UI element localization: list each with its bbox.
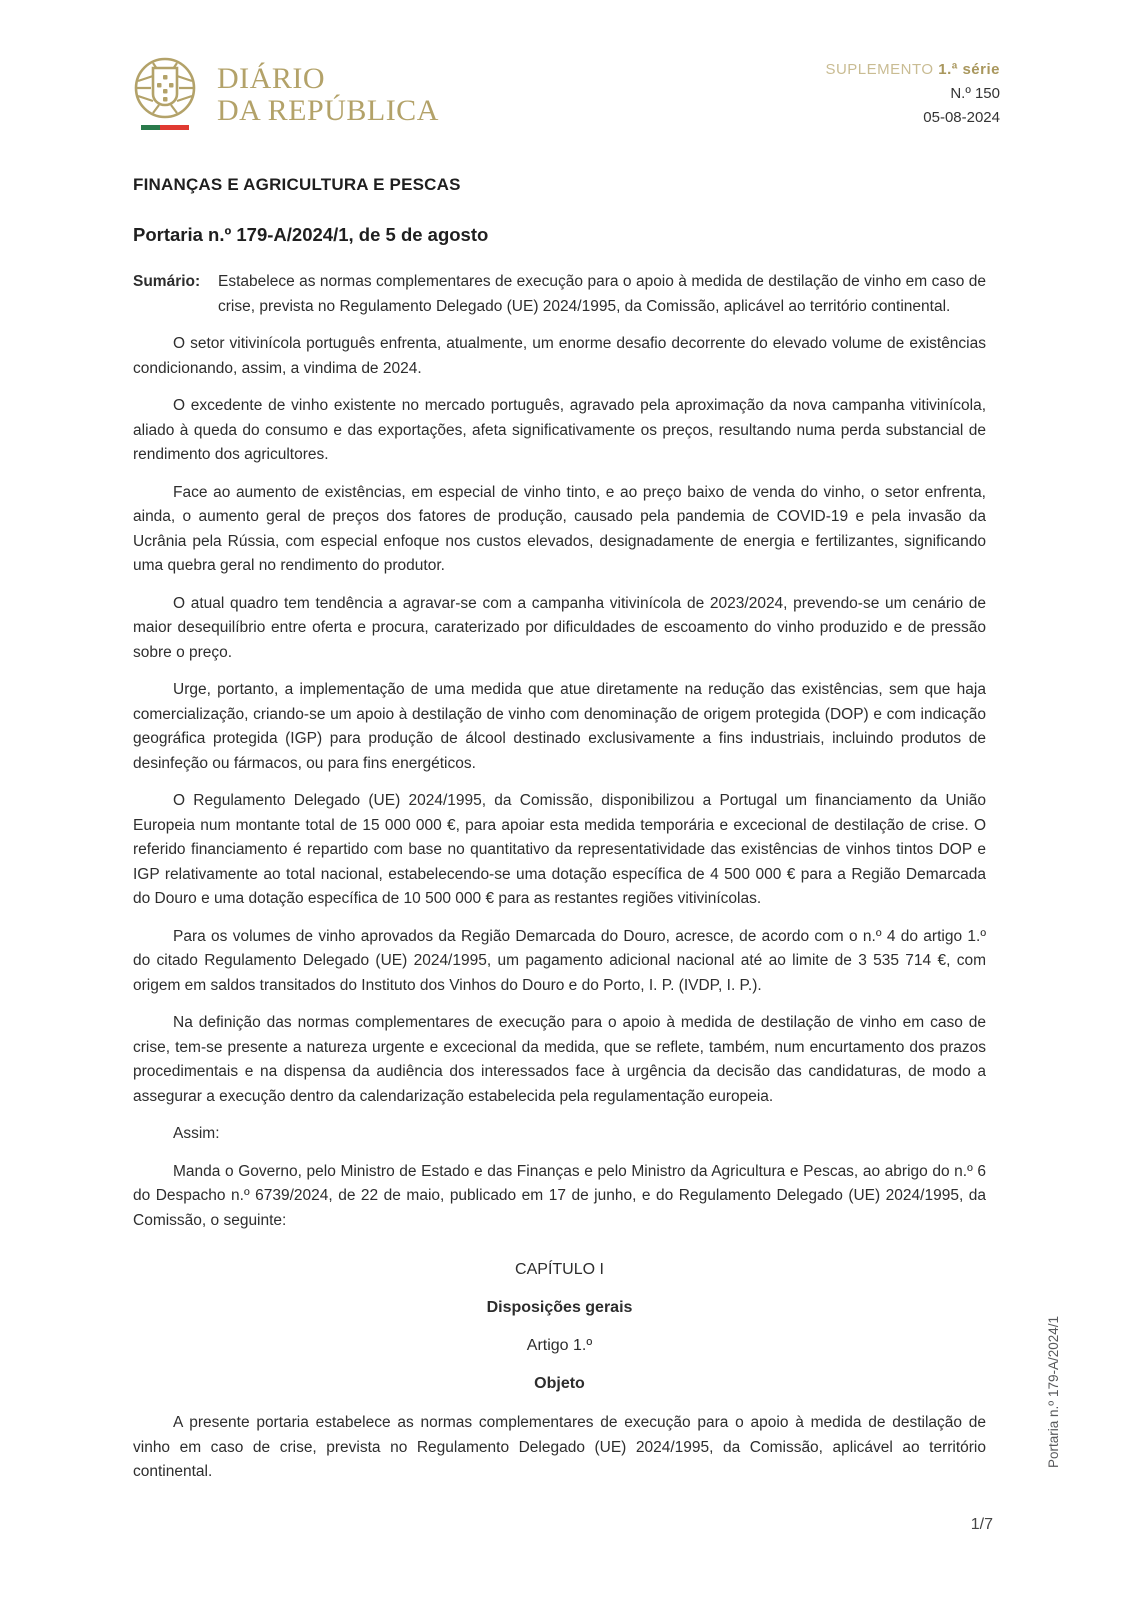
paragraph: O atual quadro tem tendência a agravar-se com a campanha vitivinícola de 2023/2024, prevendo-se um cenário de maior desequilíbrio entre oferta e procura, caraterizado por dificuldades de escoamento do vinho produzido e de pressão sobre o preço. xyxy=(133,594,986,661)
republic-emblem xyxy=(133,56,197,130)
issue-date: 05-08-2024 xyxy=(923,109,1000,126)
summary-block xyxy=(133,270,986,319)
flag-red-segment xyxy=(160,125,189,130)
act-title: Portaria n.º 179-A/2024/1, de 5 de agosto xyxy=(133,224,489,245)
paragraph: Assim: xyxy=(173,1125,220,1142)
summary-text: Estabelece as normas complementares de execução para o apoio à medida de destilação de vinho em caso de crise, prevista no Regulamento Delegado (UE) 2024/1995, da Comissão, aplicável ao território continental. xyxy=(218,273,986,315)
armillary-sphere-icon xyxy=(133,56,197,120)
chapter-heading: CAPÍTULO I xyxy=(515,1261,604,1278)
logo-line-2: DA REPÚBLICA xyxy=(217,94,439,127)
chapter-article-headings xyxy=(133,1258,986,1396)
vertical-act-reference: Portaria n.º 179-A/2024/1 xyxy=(1046,1315,1061,1468)
supplement-label: SUPLEMENTO xyxy=(825,61,934,78)
issue-number: N.º 150 xyxy=(950,85,1000,102)
paragraph: O setor vitivinícola português enfrenta, atualmente, um enorme desafio decorrente do elevado volume de existências condicionando, assim, a vindima de 2024. xyxy=(133,335,986,377)
page-number: 1/7 xyxy=(970,1516,993,1533)
paragraph: O Regulamento Delegado (UE) 2024/1995, da Comissão, disponibilizou a Portugal um financiamento da União Europeia num montante total de 15 000 000 €, para apoiar esta medida temporária e excecional de destilação de crise. O referido financiamento é repartido com base no quantitativo da representatividade das existências de vinhos tintos DOP e IGP relativamente ao total nacional, estabelecendo-se uma dotação específica de 4 500 000 € para a Região Demarcada do Douro e uma dotação específica de 10 500 000 € para as restantes regiões vitivinícolas. xyxy=(133,792,986,907)
document-body xyxy=(133,175,986,1498)
masthead xyxy=(133,56,439,130)
paragraph: Urge, portanto, a implementação de uma medida que atue diretamente na redução das existências, sem que haja comercialização, criando-se um apoio à destilação de vinho com denominação de origem protegida (DOP) e com indicação geográfica protegida (IGP) para produção de álcool destinado exclusivamente a fins industriais, incluindo produtos de desinfeção ou fármacos, ou para fins energéticos. xyxy=(133,681,986,772)
paragraph: O excedente de vinho existente no mercado português, agravado pela aproximação da nova campanha vitivinícola, aliado à queda do consumo e das exportações, afeta significativamente os preços, resultando numa perda substancial de rendimento dos agricultores. xyxy=(133,397,986,463)
article-body-paragraph: A presente portaria estabelece as normas complementares de execução para o apoio à medida de destilação de vinho em caso de crise, prevista no Regulamento Delegado (UE) 2024/1995, da Comissão, aplicável ao território continental. xyxy=(133,1414,986,1480)
portugal-flag-bar xyxy=(141,125,189,130)
edition-info xyxy=(825,58,1000,130)
ministry-heading: FINANÇAS E AGRICULTURA E PESCAS xyxy=(133,175,461,194)
article-heading: Artigo 1.º xyxy=(526,1337,593,1354)
series-label: 1.ª série xyxy=(938,61,1000,78)
logo-line-1: DIÁRIO xyxy=(217,62,325,95)
supplement-series-line xyxy=(825,58,1000,82)
summary-label: Sumário: xyxy=(133,273,201,290)
paragraph: Para os volumes de vinho aprovados da Região Demarcada do Douro, acresce, de acordo com o n.º 4 do artigo 1.º do citado Regulamento Delegado (UE) 2024/1995, um pagamento adicional nacional até ao limite de 3 535 714 €, com origem em saldos transitados do Instituto dos Vinhos do Douro e do Porto, I. P. (IVDP, I. P.). xyxy=(133,927,986,994)
chapter-subheading: Disposições gerais xyxy=(486,1299,633,1316)
article-subheading: Objeto xyxy=(534,1375,585,1392)
logo-wordmark xyxy=(217,56,439,127)
paragraph: Na definição das normas complementares de execução para o apoio à medida de destilação de vinho em caso de crise, tem-se presente a natureza urgente e excecional da medida, que se reflete, também, num encurtamento dos prazos procedimentais e na dispensa da audiência dos interessados face à urgência da decisão das candidaturas, de modo a assegurar a execução dentro da calendarização estabelecida pela regulamentação europeia. xyxy=(133,1014,986,1105)
flag-green-segment xyxy=(141,125,160,130)
paragraph: Face ao aumento de existências, em especial de vinho tinto, e ao preço baixo de venda do vinho, o setor enfrenta, ainda, o aumento geral de preços dos fatores de produção, causado pela pandemia de COVID-19 e pela invasão da Ucrânia pela Rússia, com especial enfoque nos custos elevados, designadamente de energia e fertilizantes, significando uma quebra geral no rendimento do produtor. xyxy=(133,483,986,574)
paragraph: Manda o Governo, pelo Ministro de Estado e das Finanças e pelo Ministro da Agricultura e Pescas, ao abrigo do n.º 6 do Despacho n.º 6739/2024, de 22 de maio, publicado em 17 de junho, e do Regulamento Delegado (UE) 2024/1995, da Comissão, o seguinte: xyxy=(133,1162,986,1229)
